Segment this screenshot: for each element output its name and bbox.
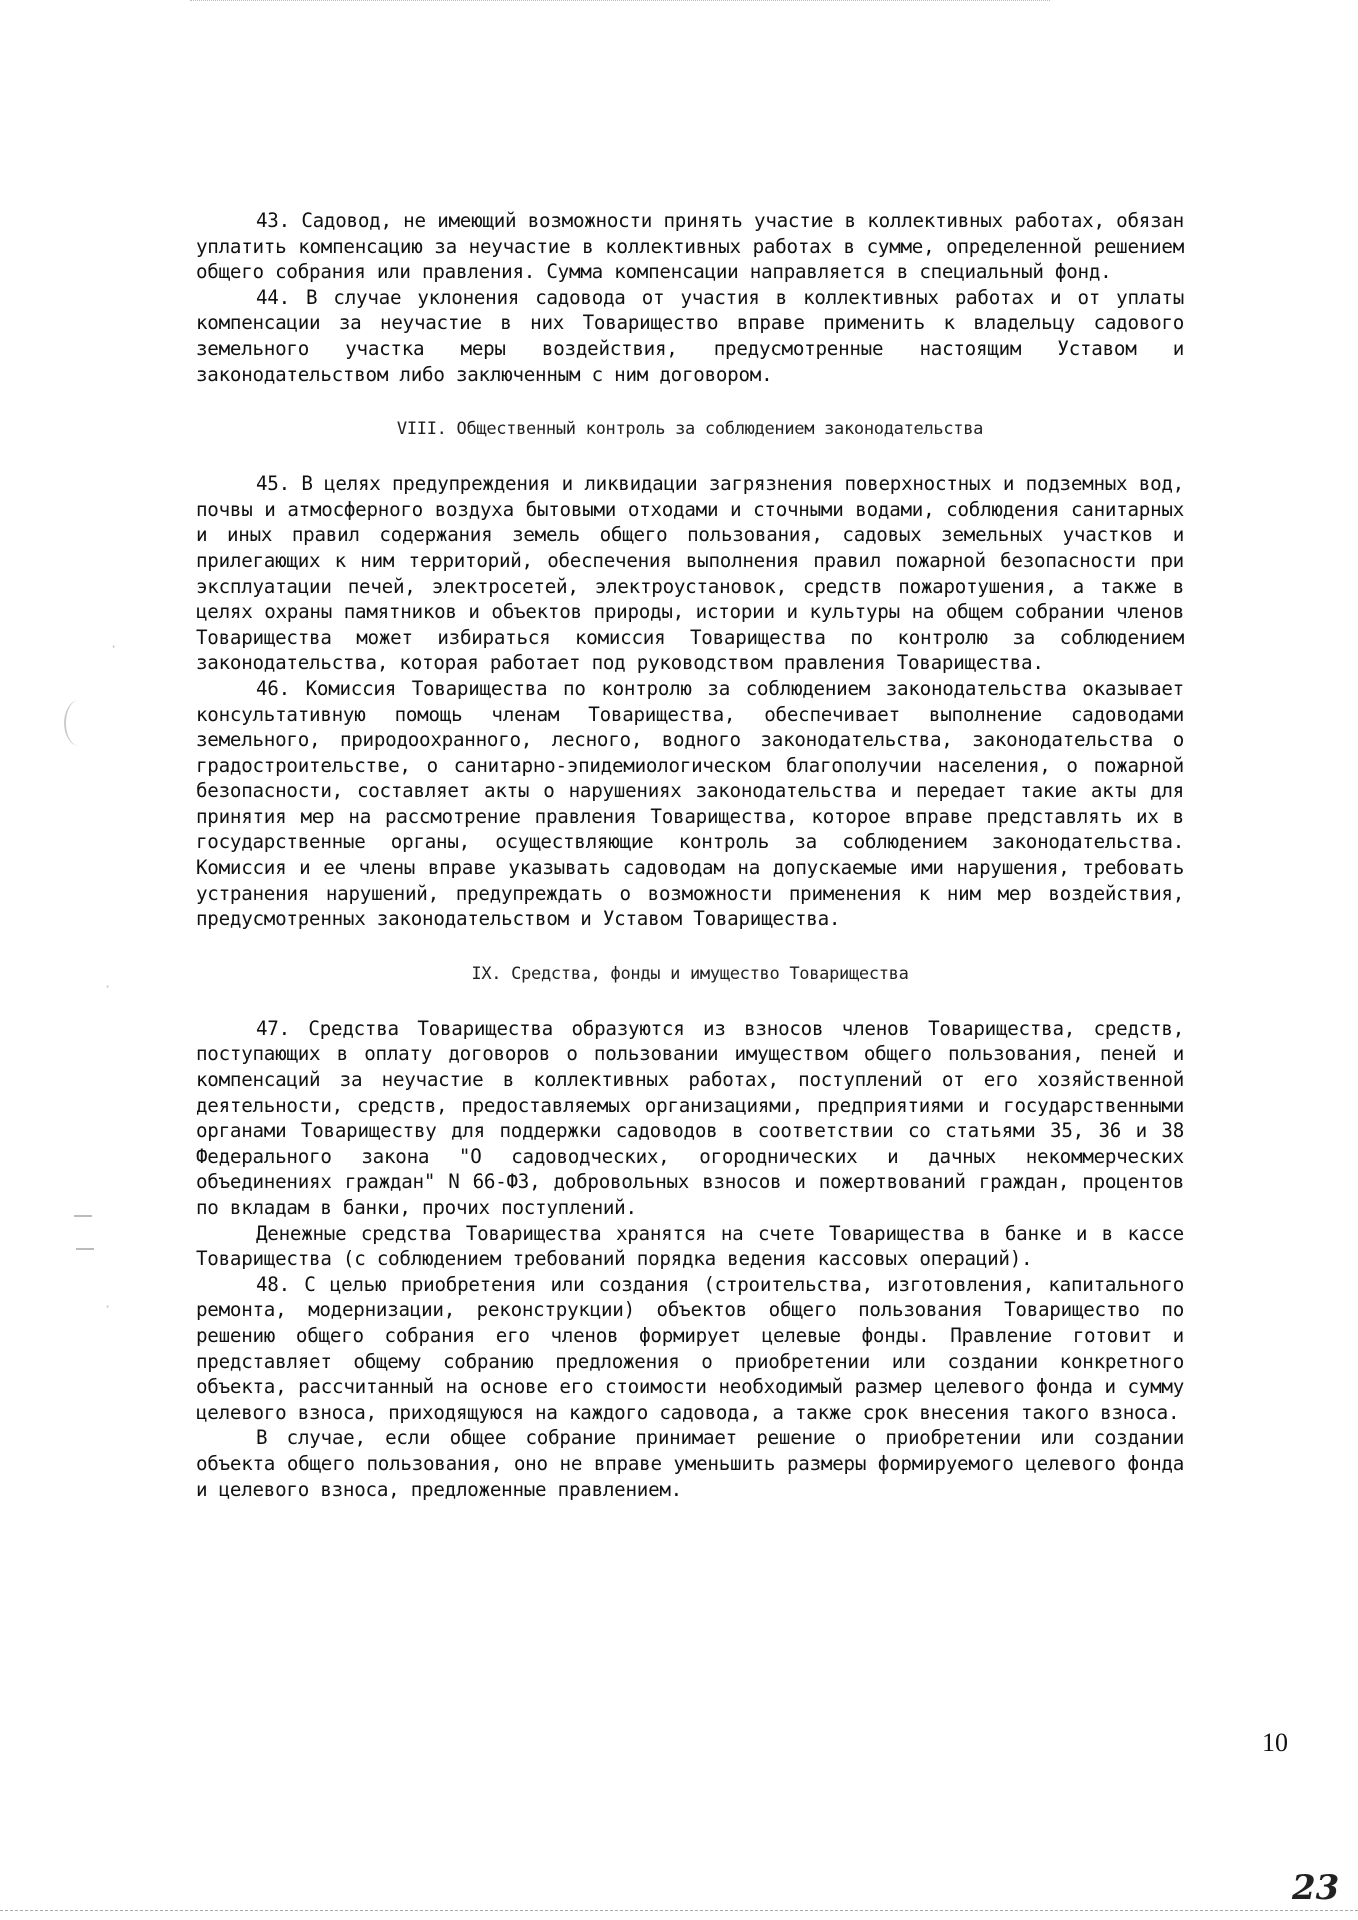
scan-artifact: · xyxy=(104,980,112,994)
paragraph-47: 47. Средства Товарищества образуются из взносов членов Товарищества, средств, поступающих в оплату договоров о пользовании имуществом общего пользования, пеней и компенсаций за неучастие в коллективных работах, поступлений от его хозяйственной деятельности, средств, предоставляемых организациями, предприятиями и государственными органами Товариществу для поддержки садоводов в соответствии со статьями 35, 36 и 38 Федерального закона "О садоводческих, огороднических и дачных некоммерческих объединениях граждан" N 66-ФЗ, добровольных взносов и пожертвований граждан, процентов по вкладам в банки, прочих поступлений. xyxy=(196,1016,1184,1219)
paragraph-46: 46. Комиссия Товарищества по контролю за соблюдением законодательства оказывает консультативную помощь членам Товарищества, обеспечивает выполнение садоводами земельного, природоохранного, лесного, водного законодательства, законодательства о градостроительстве, о санитарно-эпидемиологическом благополучии населения, о пожарной безопасности, составляет акты о нарушениях законодательства и передает такие акты для принятия мер на рассмотрение правления Товарищества, которое вправе представлять их в государственные органы, осуществляющие контроль за соблюдением законодательства. Комиссия и ее члены вправе указывать садоводам на допускаемые ими нарушения, требовать устранения нарушений, предупреждать о возможности применения к ним мер воздействия, предусмотренных законодательством и Уставом Товарищества. xyxy=(196,676,1184,931)
scan-artifact: · xyxy=(104,1300,112,1314)
document-body xyxy=(196,208,1184,1502)
paragraph-47-cash: Денежные средства Товарищества хранятся на счете Товарищества в банке и в кассе Товарищества (с соблюдением требований порядка ведения кассовых операций). xyxy=(196,1221,1184,1271)
scan-edge-bottom xyxy=(0,1910,1358,1915)
paragraph-43: 43. Садовод, не имеющий возможности принять участие в коллективных работах, обязан уплатить компенсацию за неучастие в коллективных работах в сумме, определенной решением общего собрания или правления. Сумма компенсации направляется в специальный фонд. xyxy=(196,209,1184,284)
paragraph-48: 48. С целью приобретения или создания (строительства, изготовления, капитального ремонта, модернизации, реконструкции) объектов общего пользования Товарищество по решению общего собрания его членов формирует целевые фонды. Правление готовит и представляет общему собранию предложения о приобретении или создании конкретного объекта, рассчитанный на основе его стоимости необходимый размер целевого фонда и сумму целевого взноса, приходящуюся на каждого садовода, а также срок внесения такого взноса. xyxy=(196,1272,1184,1424)
section-heading-viii: VIII. Общественный контроль за соблюдением законодательства xyxy=(396,419,984,440)
section-heading-ix: IX. Средства, фонды и имущество Товарищества xyxy=(471,963,909,984)
scan-edge-top xyxy=(190,0,1050,5)
page-number: 10 xyxy=(1262,1728,1288,1757)
paragraph-45: 45. В целях предупреждения и ликвидации загрязнения поверхностных и подземных вод, почвы и атмосферного воздуха бытовыми отходами и сточными водами, соблюдения санитарных и иных правил содержания земель общего пользования, садовых земельных участков и прилегающих к ним территорий, обеспечения выполнения правил пожарной безопасности при эксплуатации печей, электросетей, электроустановок, средств пожаротушения, а также в целях охраны памятников и объектов природы, истории и культуры на общем собрании членов Товарищества может избираться комиссия Товарищества по контролю за соблюдением законодательства, которая работает под руководством правления Товарищества. xyxy=(196,472,1184,675)
scan-artifact xyxy=(64,700,94,746)
scan-artifact: · xyxy=(110,640,118,654)
paragraph-44: 44. В случае уклонения садовода от участия в коллективных работах и от уплаты компенсации за неучастие в них Товарищество вправе применить к владельцу садового земельного участка меры воздействия, предусмотренные настоящим Уставом и законодательством либо заключенным с ним договором. xyxy=(196,285,1184,386)
scan-artifact xyxy=(76,1248,94,1250)
handwritten-sheet-number: 23 xyxy=(1292,1868,1340,1908)
paragraph-48-decision: В случае, если общее собрание принимает решение о приобретении или создании объекта общего пользования, оно не вправе уменьшить размеры формируемого целевого фонда и целевого взноса, предложенные правлением. xyxy=(196,1426,1184,1501)
scan-artifact xyxy=(74,1215,92,1217)
